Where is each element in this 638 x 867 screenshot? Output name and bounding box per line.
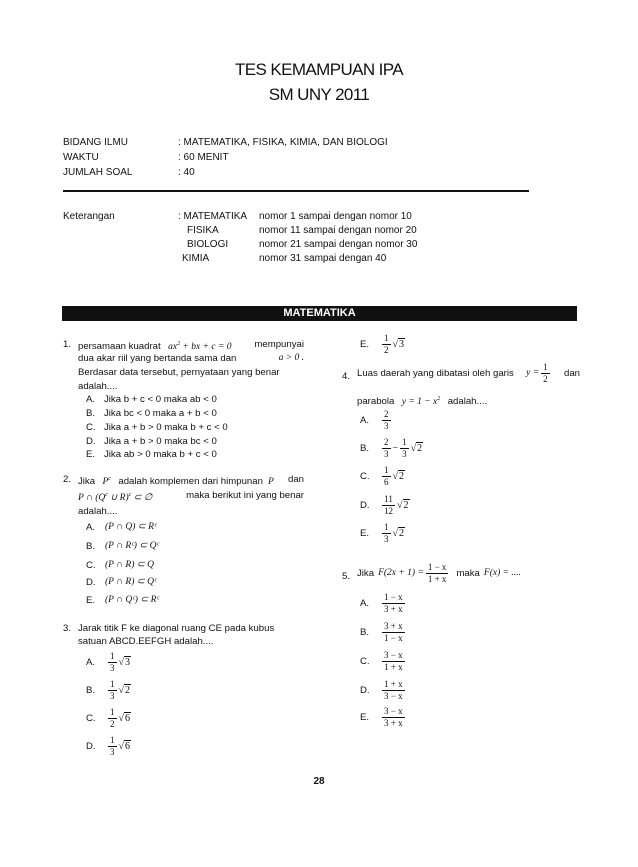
keterangan-range-4: nomor 31 sampai dengan 40 bbox=[259, 253, 387, 264]
keterangan-range-2: nomor 11 sampai dengan nomor 20 bbox=[259, 225, 417, 236]
q1-option-d-text: Jika a + b > 0 maka bc < 0 bbox=[104, 436, 217, 447]
q5-option-a bbox=[360, 592, 407, 615]
q4-option-a-label: A. bbox=[360, 414, 370, 426]
q4-line-eq: y = $\frac{1}{2}$ bbox=[526, 362, 548, 384]
q2-option-e-label: E. bbox=[86, 595, 96, 606]
q1-option-b-text: Jika bc < 0 maka a + b < 0 bbox=[104, 408, 217, 419]
q3-option-d bbox=[86, 735, 131, 758]
q5-number: 5. bbox=[342, 571, 351, 582]
section-title: MATEMATIKA bbox=[62, 306, 577, 321]
q1-option-a-label: A. bbox=[86, 394, 96, 405]
q5-option-a-fraction: $\frac{1 - x}{3 + x}$ bbox=[384, 592, 403, 614]
q3-option-b-label: B. bbox=[86, 684, 96, 696]
q3-option-d-root: √6 bbox=[118, 740, 130, 752]
q2-option-a-text: (P ∩ Q) ⊂ Rᶜ bbox=[105, 522, 157, 532]
keterangan-subject-2: FISIKA bbox=[187, 225, 219, 236]
q5-text-a: Jika bbox=[357, 567, 375, 579]
q1-condition: a > 0 . bbox=[278, 353, 304, 363]
keterangan-subject-4: KIMIA bbox=[182, 253, 210, 264]
q3-option-d-label: D. bbox=[86, 740, 96, 752]
q2-p: P bbox=[265, 477, 277, 488]
q2-option-b-label: B. bbox=[86, 541, 96, 552]
info-label-bidang: BIDANG ILMU bbox=[63, 137, 129, 148]
q4-option-b: B. $\frac{2}{3}$ − $\frac{1}{3}$ √2 bbox=[360, 437, 423, 459]
q4-option-e-label: E. bbox=[360, 527, 370, 539]
q4-text-b: dan bbox=[563, 367, 580, 379]
q2-text-b: adalah komplemen dari himpunan bbox=[118, 476, 263, 488]
q4-option-c: C. $\frac{1}{6}$ √2 bbox=[360, 465, 404, 487]
keterangan-range-3: nomor 21 sampai dengan nomor 30 bbox=[259, 239, 418, 250]
keterangan-subject-1: : MATEMATIKA bbox=[178, 211, 248, 222]
q3-option-b-fraction: $\frac{1}{3}$ bbox=[110, 679, 115, 701]
q4-number: 4. bbox=[342, 371, 351, 382]
q4-option-a bbox=[360, 409, 393, 432]
q2-option-c-text: (P ∩ R) ⊂ Q bbox=[105, 560, 154, 570]
q3-line1: Jarak titik F ke diagonal ruang CE pada kubus bbox=[78, 623, 275, 634]
keterangan-label: Keterangan bbox=[63, 211, 115, 222]
info-value-waktu: : 60 MENIT bbox=[178, 152, 229, 163]
q1-option-b-label: B. bbox=[86, 408, 96, 419]
info-value-jumlah: : 40 bbox=[178, 167, 195, 178]
q1-option-d-label: D. bbox=[86, 436, 96, 447]
q4-option-d: D. $\frac{11}{12}$ √2 bbox=[360, 494, 409, 516]
q1-line4: adalah.... bbox=[78, 381, 118, 392]
q4-line1 bbox=[357, 362, 580, 385]
q3-option-a-fraction: $\frac{1}{3}$ bbox=[110, 651, 115, 673]
q3-option-c-fraction: $\frac{1}{2}$ bbox=[110, 707, 115, 729]
q3-option-a-root: √3 bbox=[118, 656, 130, 668]
info-label-jumlah: JUMLAH SOAL bbox=[63, 167, 133, 178]
divider bbox=[63, 190, 529, 192]
right-col-option-e-label: E. bbox=[360, 338, 370, 350]
q2-option-d-label: D. bbox=[86, 577, 96, 588]
q5-option-b bbox=[360, 621, 407, 644]
document-title-line1: TES KEMAMPUAN IPA bbox=[234, 60, 404, 79]
q2-line1 bbox=[78, 473, 304, 490]
right-col-option-e-root: √3 bbox=[392, 338, 404, 350]
q2-text-c: dan bbox=[287, 474, 304, 485]
q1-option-a-text: Jika b + c < 0 maka ab < 0 bbox=[104, 394, 217, 405]
q3-option-b bbox=[86, 679, 131, 702]
q5-option-d bbox=[360, 679, 407, 702]
q3-option-b-root: √2 bbox=[118, 684, 130, 696]
q5-option-a-label: A. bbox=[360, 597, 370, 609]
q1-line2-text: dua akar riil yang bertanda sama dan bbox=[78, 353, 237, 364]
q3-number: 3. bbox=[63, 623, 72, 634]
q5-option-b-label: B. bbox=[360, 626, 370, 638]
q3-option-c-label: C. bbox=[86, 712, 96, 724]
q1-option-e-label: E. bbox=[86, 449, 96, 460]
q1-equation: $ax^2$ + bx + c = 0 bbox=[163, 341, 237, 353]
q1-text-a: persamaan kuadrat bbox=[78, 341, 161, 353]
q5-line1 bbox=[357, 562, 521, 585]
q5-option-b-fraction: $\frac{3 + x}{1 - x}$ bbox=[384, 621, 403, 643]
right-col-option-e-fraction: $\frac{1}{2}$ bbox=[384, 333, 389, 355]
q2-option-e-text: (P ∩ Qᶜ) ⊂ Rᶜ bbox=[105, 595, 159, 605]
q2-option-c-label: C. bbox=[86, 560, 96, 571]
q1-option-c-label: C. bbox=[86, 422, 96, 433]
q3-line2: satuan ABCD.EEFGH adalah.... bbox=[78, 636, 214, 647]
q5-option-e-label: E. bbox=[360, 711, 370, 723]
q4-option-a-fraction: $\frac{2}{3}$ bbox=[384, 409, 389, 431]
q5-option-e bbox=[360, 706, 407, 729]
q5-option-c-label: C. bbox=[360, 655, 370, 667]
q5-function-fraction: $\frac{1 - x}{1 + x}$ bbox=[427, 562, 447, 584]
q1-option-c-text: Jika a + b > 0 maka b + c < 0 bbox=[104, 422, 228, 433]
q4-option-b-label: B. bbox=[360, 442, 370, 454]
info-label-waktu: WAKTU bbox=[63, 152, 99, 163]
q3-option-d-fraction: $\frac{1}{3}$ bbox=[110, 735, 115, 757]
q5-option-c bbox=[360, 650, 407, 673]
q1-line2 bbox=[78, 352, 304, 366]
q5-function: F(2x + 1) = bbox=[378, 567, 424, 578]
keterangan-subject-3: BIOLOGI bbox=[187, 239, 229, 250]
q1-text-b: mempunyai bbox=[254, 339, 304, 350]
q4-text-a: Luas daerah yang dibatasi oleh garis bbox=[357, 367, 514, 379]
q4-line2 bbox=[357, 393, 487, 410]
page-number: 28 bbox=[313, 776, 325, 787]
q2-text-a: Jika bbox=[78, 476, 96, 488]
q2-pc: $P^c$ bbox=[97, 476, 111, 488]
q5-option-d-label: D. bbox=[360, 684, 370, 696]
q2-expression: P ∩ ($Q^c$ ∪ R)$^c$ ⊂ ∅ bbox=[78, 492, 160, 504]
info-value-bidang: : MATEMATIKA, FISIKA, KIMIA, DAN BIOLOGI bbox=[178, 137, 388, 148]
right-col-option-e bbox=[360, 333, 405, 356]
q3-option-a bbox=[86, 651, 131, 674]
document-title-line2: SM UNY 2011 bbox=[268, 85, 370, 104]
q1-option-e-text: Jika ab > 0 maka b + c < 0 bbox=[104, 449, 217, 460]
q2-option-b-text: (P ∩ Rᶜ) ⊂ Qᶜ bbox=[105, 541, 159, 551]
q3-option-c bbox=[86, 707, 131, 730]
q5-result: F(x) = .... bbox=[483, 567, 521, 578]
q5-text-b: maka bbox=[456, 567, 480, 579]
keterangan-range-1: nomor 1 sampai dengan nomor 10 bbox=[259, 211, 412, 222]
q5-option-d-fraction: $\frac{1 + x}{3 - x}$ bbox=[384, 679, 403, 701]
q1-line3: Berdasar data tersebut, pernyataan yang benar bbox=[78, 367, 280, 378]
q5-option-e-fraction: $\frac{3 - x}{3 + x}$ bbox=[384, 706, 403, 728]
q4-option-d-label: D. bbox=[360, 499, 370, 511]
q3-option-c-root: √6 bbox=[118, 712, 130, 724]
q2-option-a-label: A. bbox=[86, 522, 96, 533]
q5-option-c-fraction: $\frac{3 - x}{1 + x}$ bbox=[384, 650, 403, 672]
q2-line3: adalah.... bbox=[78, 506, 118, 517]
q2-option-d-text: (P ∩ R) ⊂ Qᶜ bbox=[105, 577, 157, 587]
q2-line2-text: maka berikut ini yang benar bbox=[186, 490, 304, 501]
q1-number: 1. bbox=[63, 339, 72, 350]
q4-option-e: E. $\frac{1}{3}$ √2 bbox=[360, 522, 404, 544]
q4-option-c-label: C. bbox=[360, 470, 370, 482]
q4-parabola: $y = 1 - x^2$ bbox=[397, 396, 441, 408]
q2-number: 2. bbox=[63, 474, 72, 485]
q2-line2 bbox=[78, 489, 304, 506]
q4-line2-text-a: parabola bbox=[357, 396, 395, 408]
q4-line2-text-b: adalah.... bbox=[447, 396, 488, 408]
q3-option-a-label: A. bbox=[86, 656, 96, 668]
